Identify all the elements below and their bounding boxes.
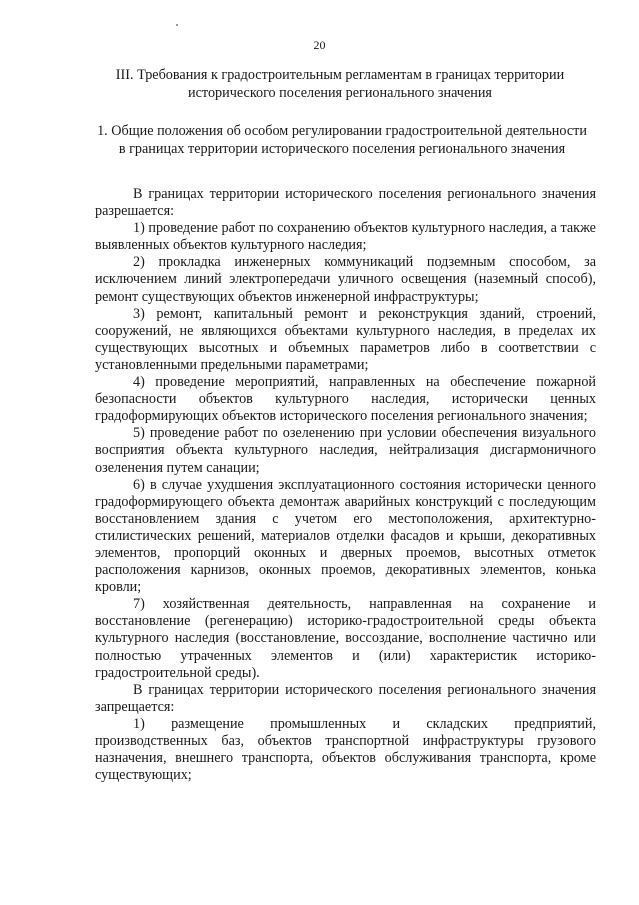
paragraph-prohibited-intro: В границах территории исторического поселения регионального значения запрещается: — [95, 681, 596, 715]
list-item-allowed-7: 7) хозяйственная деятельность, направленная на сохранение и восстановление (регенерацию) историко-градостроительной среды объекта культурного наследия (восстановление, воссоздание, восполнение частично или полностью утраченных элементов и (или) характеристик историко-градостроительной среды). — [95, 596, 596, 681]
page-number: 20 — [313, 38, 326, 52]
list-item-allowed-6: 6) в случае ухудшения эксплуатационного состояния исторически ценного градоформирующего объекта демонтаж аварийных конструкций с последующим восстановлением здания с учетом его местоположения, архитектурно-стилистических решений, материалов отделки фасадов и крыши, декоративных элементов, пропорций оконных и дверных проемов, высотных отметок расположения карнизов, оконных проемов, декоративных элементов, конька кровли; — [95, 476, 596, 596]
scan-speck — [176, 24, 178, 26]
list-item-allowed-5: 5) проведение работ по озеленению при условии обеспечения визуального восприятия объекта культурного наследия, нейтрализация дисгармоничного озеленения путем санации; — [95, 425, 596, 476]
list-item-allowed-4: 4) проведение мероприятий, направленных на обеспечение пожарной безопасности объектов культурного наследия, исторически ценных градоформирующих объектов исторического поселения регионального значения; — [95, 374, 596, 425]
document-body — [95, 186, 596, 784]
section-title: III. Требования к градостроительным регламентам в границах территории исторического поселения регионального значения — [115, 67, 565, 101]
list-item-prohibited-1: 1) размещение промышленных и складских предприятий, производственных баз, объектов транспортной инфраструктуры грузового назначения, внешнего транспорта, объектов обслуживания транспорта, кроме существующих; — [95, 715, 596, 784]
list-item-allowed-3: 3) ремонт, капитальный ремонт и реконструкция зданий, строений, сооружений, не являющихся объектами культурного наследия, в пределах их существующих высотных и объемных параметров либо в соответствии с установленными предельными параметрами; — [95, 305, 596, 373]
list-item-allowed-1: 1) проведение работ по сохранению объектов культурного наследия, а также выявленных объектов культурного наследия; — [95, 220, 596, 254]
subsection-title: 1. Общие положения об особом регулировании градостроительной деятельности в границах территории исторического поселения регионального значения — [97, 123, 587, 157]
paragraph-allowed-intro: В границах территории исторического поселения регионального значения разрешается: — [95, 186, 596, 220]
list-item-allowed-2: 2) прокладка инженерных коммуникаций подземным способом, за исключением линий электропередачи уличного освещения (наземный способ), ремонт существующих объектов инженерной инфраструктуры; — [95, 254, 596, 305]
